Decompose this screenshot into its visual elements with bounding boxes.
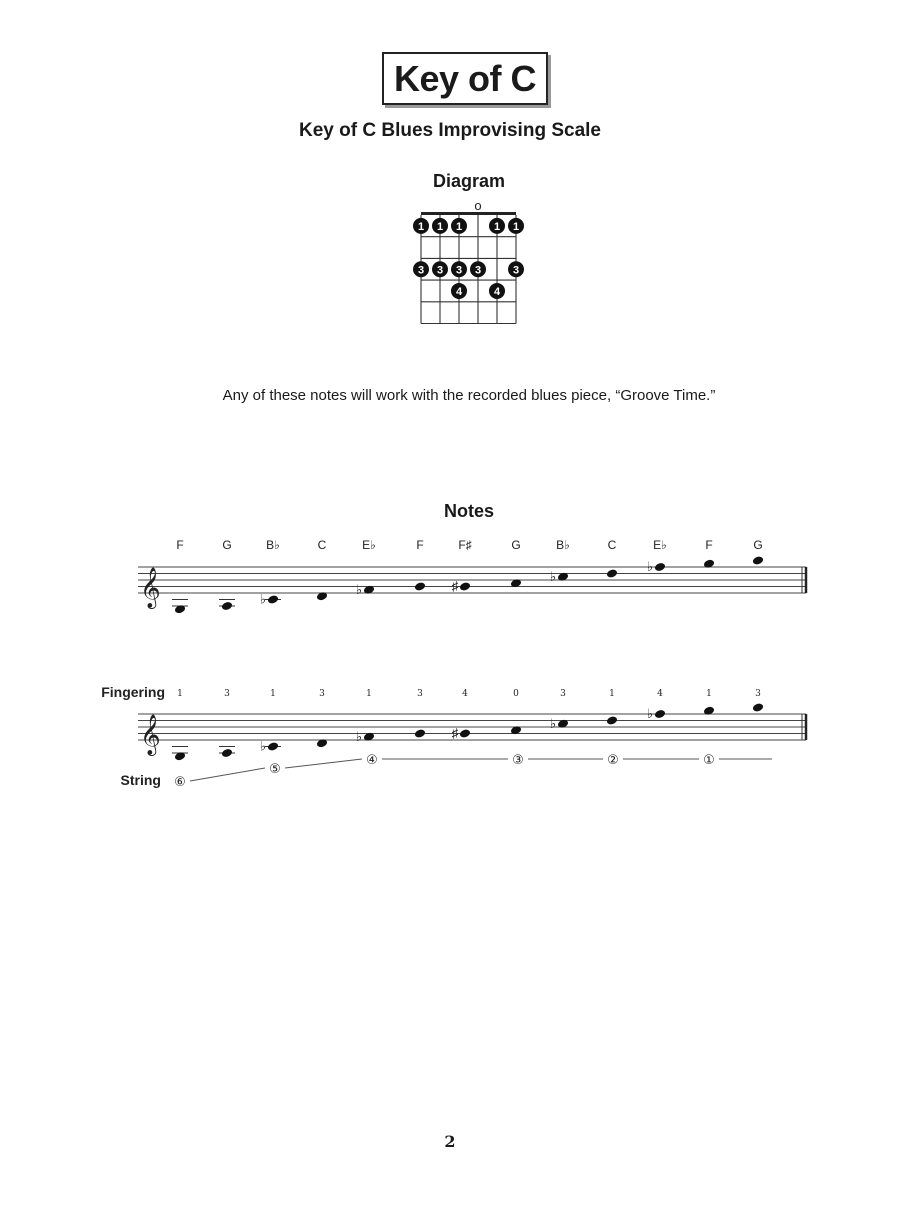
note-name-label: B♭ [556, 538, 570, 552]
fingering-number: 3 [319, 689, 325, 699]
notes-accidental: ♭ [259, 591, 267, 607]
treble-clef-icon: 𝄞 [140, 567, 161, 608]
notes-accidental: ♭ [355, 581, 363, 597]
finger-number: 1 [512, 220, 520, 233]
string-number: ① [703, 753, 715, 768]
note-name-label: E♭ [362, 538, 376, 552]
finger-number: 1 [493, 220, 501, 233]
fingering-number: 1 [706, 689, 712, 699]
tab-note-head [654, 709, 666, 719]
tab-note-head [752, 702, 764, 712]
tab-note-head [606, 715, 618, 725]
fingering-number: 1 [177, 689, 183, 699]
finger-number: 3 [455, 264, 463, 277]
note-name-label: G [753, 538, 763, 552]
string-number: ② [607, 753, 619, 768]
string-connector-line [190, 768, 265, 781]
tab-note-head [414, 728, 426, 738]
note-name-label: C [317, 538, 327, 552]
tab-accidental: ♭ [259, 738, 267, 754]
tab-note-head [459, 728, 471, 738]
notes-note-head [221, 601, 233, 611]
fingering-number: 4 [462, 689, 468, 699]
diagram-label: Diagram [432, 171, 506, 191]
note-name-label: G [222, 538, 232, 552]
finger-number: 1 [417, 220, 425, 233]
note-name-label: F♯ [458, 538, 472, 552]
treble-clef-icon: 𝄞 [140, 714, 161, 755]
fingering-number: 0 [513, 689, 519, 699]
fingering-number: 3 [224, 689, 230, 699]
notes-note-head [414, 581, 426, 591]
finger-number: 3 [474, 264, 482, 277]
finger-number: 3 [512, 264, 520, 277]
notes-accidental: ♭ [549, 568, 557, 584]
string-number: ④ [366, 753, 378, 768]
caption-text: Any of these notes will work with the recorded blues piece, “Groove Time.” [222, 387, 716, 404]
fingering-number: 4 [657, 689, 663, 699]
notes-accidental: ♯ [451, 578, 459, 594]
string-number: ③ [512, 753, 524, 768]
fingering-number: 3 [417, 689, 423, 699]
fingering-number: 1 [609, 689, 615, 699]
tab-accidental: ♭ [355, 728, 363, 744]
page-number: 2 [444, 1132, 456, 1151]
note-name-label: F [705, 538, 713, 552]
tab-note-head [267, 741, 279, 751]
fingering-number: 1 [270, 689, 276, 699]
tab-note-head [221, 748, 233, 758]
fingering-number: 3 [560, 689, 566, 699]
string-connector-line [285, 759, 362, 768]
finger-number: 3 [436, 264, 444, 277]
note-name-label: B♭ [266, 538, 280, 552]
notes-note-head [459, 581, 471, 591]
finger-number: 1 [455, 220, 463, 233]
notes-note-head [752, 555, 764, 565]
notes-accidental: ♭ [646, 559, 654, 574]
fingering-number: 3 [755, 689, 761, 699]
string-number: ⑤ [269, 762, 281, 777]
finger-number: 4 [493, 285, 501, 298]
open-string-marker: o [474, 198, 482, 213]
notes-note-head [267, 594, 279, 604]
tab-accidental: ♯ [451, 725, 459, 741]
note-name-label: G [511, 538, 521, 552]
string-number: ⑥ [174, 775, 186, 790]
notes-note-head [606, 568, 618, 578]
note-name-label: F [176, 538, 184, 552]
tab-accidental: ♭ [549, 715, 557, 731]
note-name-label: F [416, 538, 424, 552]
tab-accidental: ♭ [646, 706, 654, 721]
string-label: String [120, 772, 161, 788]
key-title: Key of C [382, 52, 548, 105]
fingering-label: Fingering [101, 684, 165, 700]
notes-label: Notes [443, 501, 494, 521]
finger-number: 1 [436, 220, 444, 233]
note-name-label: C [607, 538, 617, 552]
finger-number: 3 [417, 264, 425, 277]
note-name-label: E♭ [653, 538, 667, 552]
fingering-number: 1 [366, 689, 372, 699]
finger-number: 4 [455, 285, 463, 298]
notes-note-head [654, 562, 666, 572]
nut [421, 212, 516, 215]
scale-subtitle: Key of C Blues Improvising Scale [299, 120, 601, 141]
